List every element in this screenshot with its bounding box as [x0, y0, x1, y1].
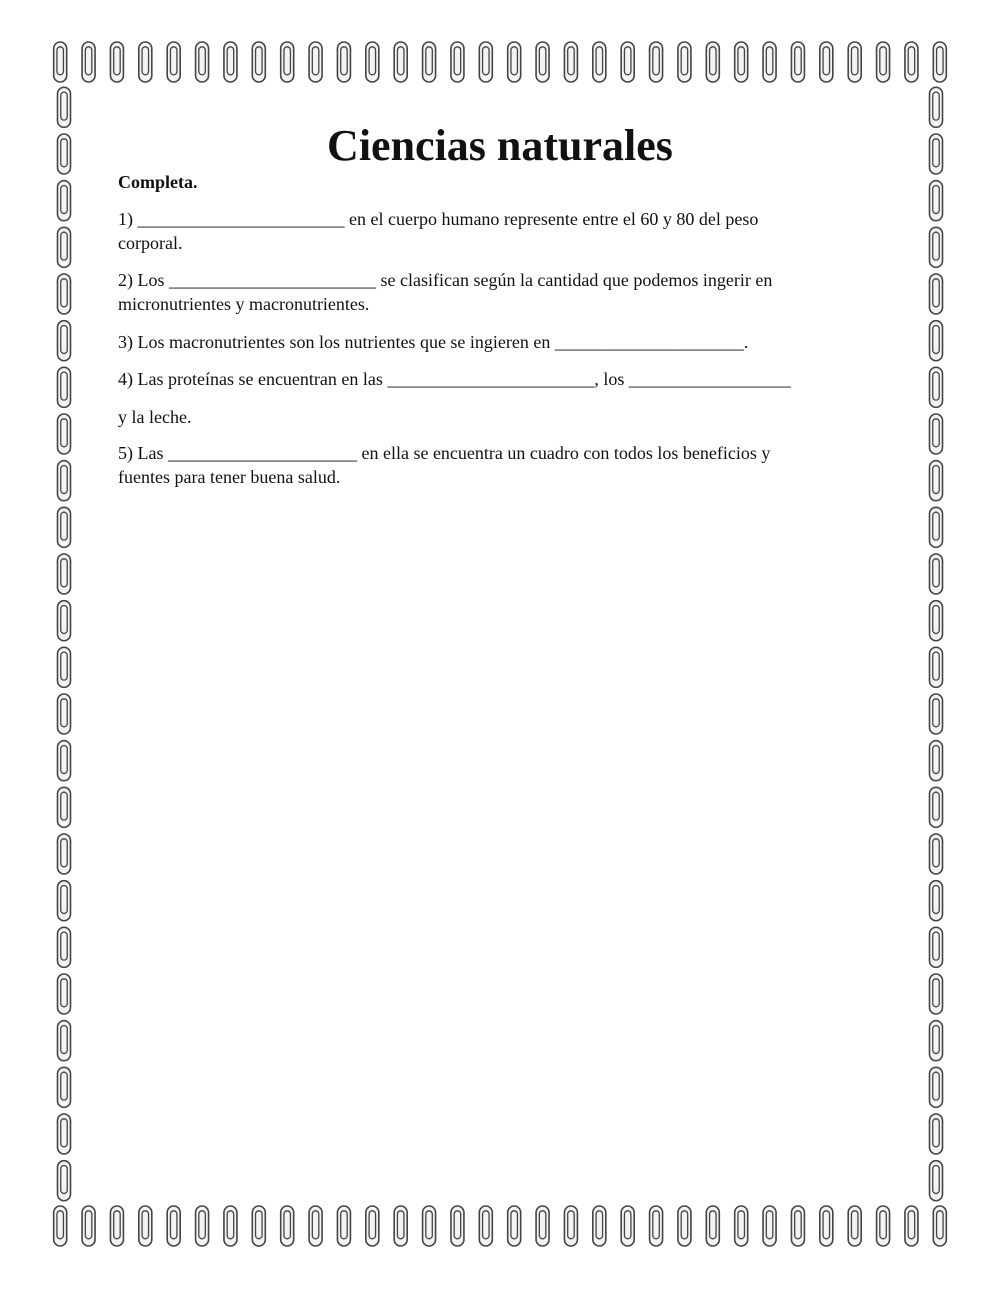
paperclip-icon	[933, 1206, 946, 1246]
paperclip-icon	[735, 42, 748, 82]
paperclip-icon	[58, 834, 71, 874]
question-4-continuation	[118, 405, 838, 429]
paperclip-icon	[650, 42, 663, 82]
paperclip-icon	[394, 1206, 407, 1246]
question-2-line-2: micronutrientes y macronutrientes.	[118, 294, 370, 314]
paperclip-icon	[224, 1206, 237, 1246]
paperclip-icon	[110, 42, 123, 82]
paperclip-icon	[451, 42, 464, 82]
paperclip-icon	[930, 554, 943, 594]
paperclip-icon	[58, 1161, 71, 1201]
paperclip-icon	[930, 227, 943, 267]
paperclip-icon	[58, 321, 71, 361]
paperclip-icon	[848, 1206, 861, 1246]
paperclip-icon	[423, 42, 436, 82]
question-5-line-2: fuentes para tener buena salud.	[118, 467, 341, 487]
paperclip-icon	[58, 601, 71, 641]
paperclip-icon	[930, 881, 943, 921]
paperclip-icon	[479, 42, 492, 82]
paperclip-icon	[820, 1206, 833, 1246]
paperclip-icon	[930, 601, 943, 641]
paperclip-icon	[58, 741, 71, 781]
paperclip-icon	[763, 1206, 776, 1246]
paperclip-icon	[930, 974, 943, 1014]
paperclip-icon	[110, 1206, 123, 1246]
paperclip-icon	[58, 787, 71, 827]
paperclip-icon	[58, 927, 71, 967]
paperclip-icon	[877, 42, 890, 82]
paperclip-icon	[139, 42, 152, 82]
paperclip-icon	[930, 367, 943, 407]
paperclip-icon	[337, 1206, 350, 1246]
paperclip-icon	[564, 42, 577, 82]
paperclip-icon	[930, 1114, 943, 1154]
paperclip-icon	[58, 227, 71, 267]
paperclip-icon	[536, 42, 549, 82]
paperclip-icon	[58, 414, 71, 454]
paperclip-icon	[58, 507, 71, 547]
paperclip-icon	[678, 1206, 691, 1246]
question-5-line-1: 5) Las _____________________ en ella se encuentra un cuadro con todos los beneficios y	[118, 443, 771, 463]
question-4-line-1: 4) Las proteínas se encuentran en las _______________________, los __________________	[118, 369, 791, 389]
paperclip-icon	[791, 42, 804, 82]
paperclip-icon	[564, 1206, 577, 1246]
question-4	[118, 367, 878, 391]
paperclip-icon	[167, 1206, 180, 1246]
paperclip-icon	[281, 42, 294, 82]
question-1-line-1: 1) _______________________ en el cuerpo humano represente entre el 60 y 80 del peso	[118, 209, 759, 229]
paperclip-icon	[252, 42, 265, 82]
paperclip-icon	[58, 974, 71, 1014]
paperclip-icon	[848, 42, 861, 82]
paperclip-icon	[167, 42, 180, 82]
paperclip-icon	[58, 1114, 71, 1154]
paperclip-icon	[508, 42, 521, 82]
paperclip-icon	[451, 1206, 464, 1246]
paperclip-icon	[337, 42, 350, 82]
paperclip-icon	[930, 1021, 943, 1061]
paperclip-icon	[58, 367, 71, 407]
paperclip-icon	[930, 414, 943, 454]
paperclip-border-left	[52, 84, 76, 1204]
paperclip-border-bottom	[46, 1204, 954, 1248]
paperclip-icon	[366, 1206, 379, 1246]
paperclip-icon	[58, 1021, 71, 1061]
question-3-line-1: 3) Los macronutrientes son los nutrientes que se ingieren en _____________________.	[118, 332, 749, 352]
paperclip-icon	[54, 1206, 67, 1246]
paperclip-icon	[309, 1206, 322, 1246]
paperclip-icon	[930, 834, 943, 874]
paperclip-icon	[735, 1206, 748, 1246]
paperclip-icon	[309, 42, 322, 82]
paperclip-icon	[252, 1206, 265, 1246]
paperclip-icon	[82, 42, 95, 82]
paperclip-icon	[58, 694, 71, 734]
question-1	[118, 207, 838, 255]
paperclip-icon	[930, 274, 943, 314]
paperclip-icon	[394, 42, 407, 82]
paperclip-icon	[139, 1206, 152, 1246]
paperclip-icon	[678, 42, 691, 82]
paperclip-icon	[58, 554, 71, 594]
paperclip-icon	[593, 42, 606, 82]
paperclip-icon	[905, 42, 918, 82]
paperclip-icon	[196, 1206, 209, 1246]
paperclip-icon	[877, 1206, 890, 1246]
paperclip-icon	[58, 647, 71, 687]
paperclip-icon	[479, 1206, 492, 1246]
paperclip-icon	[281, 1206, 294, 1246]
paperclip-icon	[905, 1206, 918, 1246]
paperclip-icon	[930, 694, 943, 734]
paperclip-icon	[650, 1206, 663, 1246]
paperclip-icon	[58, 274, 71, 314]
paperclip-icon	[791, 1206, 804, 1246]
question-2-line-1: 2) Los _______________________ se clasifican según la cantidad que podemos ingerir en	[118, 270, 773, 290]
paperclip-icon	[593, 1206, 606, 1246]
paperclip-icon	[763, 42, 776, 82]
paperclip-icon	[621, 1206, 634, 1246]
paperclip-icon	[930, 741, 943, 781]
question-2	[118, 268, 838, 316]
paperclip-icon	[82, 1206, 95, 1246]
paperclip-icon	[933, 42, 946, 82]
instruction-label: Completa.	[118, 172, 198, 192]
paperclip-icon	[58, 461, 71, 501]
question-1-line-2: corporal.	[118, 233, 183, 253]
paperclip-icon	[820, 42, 833, 82]
paperclip-icon	[196, 42, 209, 82]
question-5	[118, 441, 838, 489]
paperclip-icon	[930, 321, 943, 361]
paperclip-icon	[508, 1206, 521, 1246]
paperclip-icon	[930, 647, 943, 687]
paperclip-icon	[224, 42, 237, 82]
page-title: Ciencias naturales	[327, 121, 673, 170]
paperclip-icon	[58, 1067, 71, 1107]
paperclip-icon	[706, 42, 719, 82]
paperclip-border-right	[924, 84, 948, 1204]
paperclip-icon	[930, 507, 943, 547]
question-3	[118, 330, 838, 354]
paperclip-icon	[930, 1161, 943, 1201]
paperclip-icon	[366, 42, 379, 82]
paperclip-icon	[54, 42, 67, 82]
paperclip-icon	[930, 787, 943, 827]
paperclip-icon	[706, 1206, 719, 1246]
paperclip-icon	[621, 42, 634, 82]
paperclip-icon	[58, 181, 71, 221]
paperclip-icon	[930, 1067, 943, 1107]
paperclip-border-top	[46, 40, 954, 84]
paperclip-icon	[423, 1206, 436, 1246]
paperclip-icon	[930, 181, 943, 221]
question-4-line-2: y la leche.	[118, 407, 192, 427]
paperclip-icon	[536, 1206, 549, 1246]
paperclip-icon	[930, 461, 943, 501]
paperclip-icon	[930, 927, 943, 967]
paperclip-icon	[58, 881, 71, 921]
